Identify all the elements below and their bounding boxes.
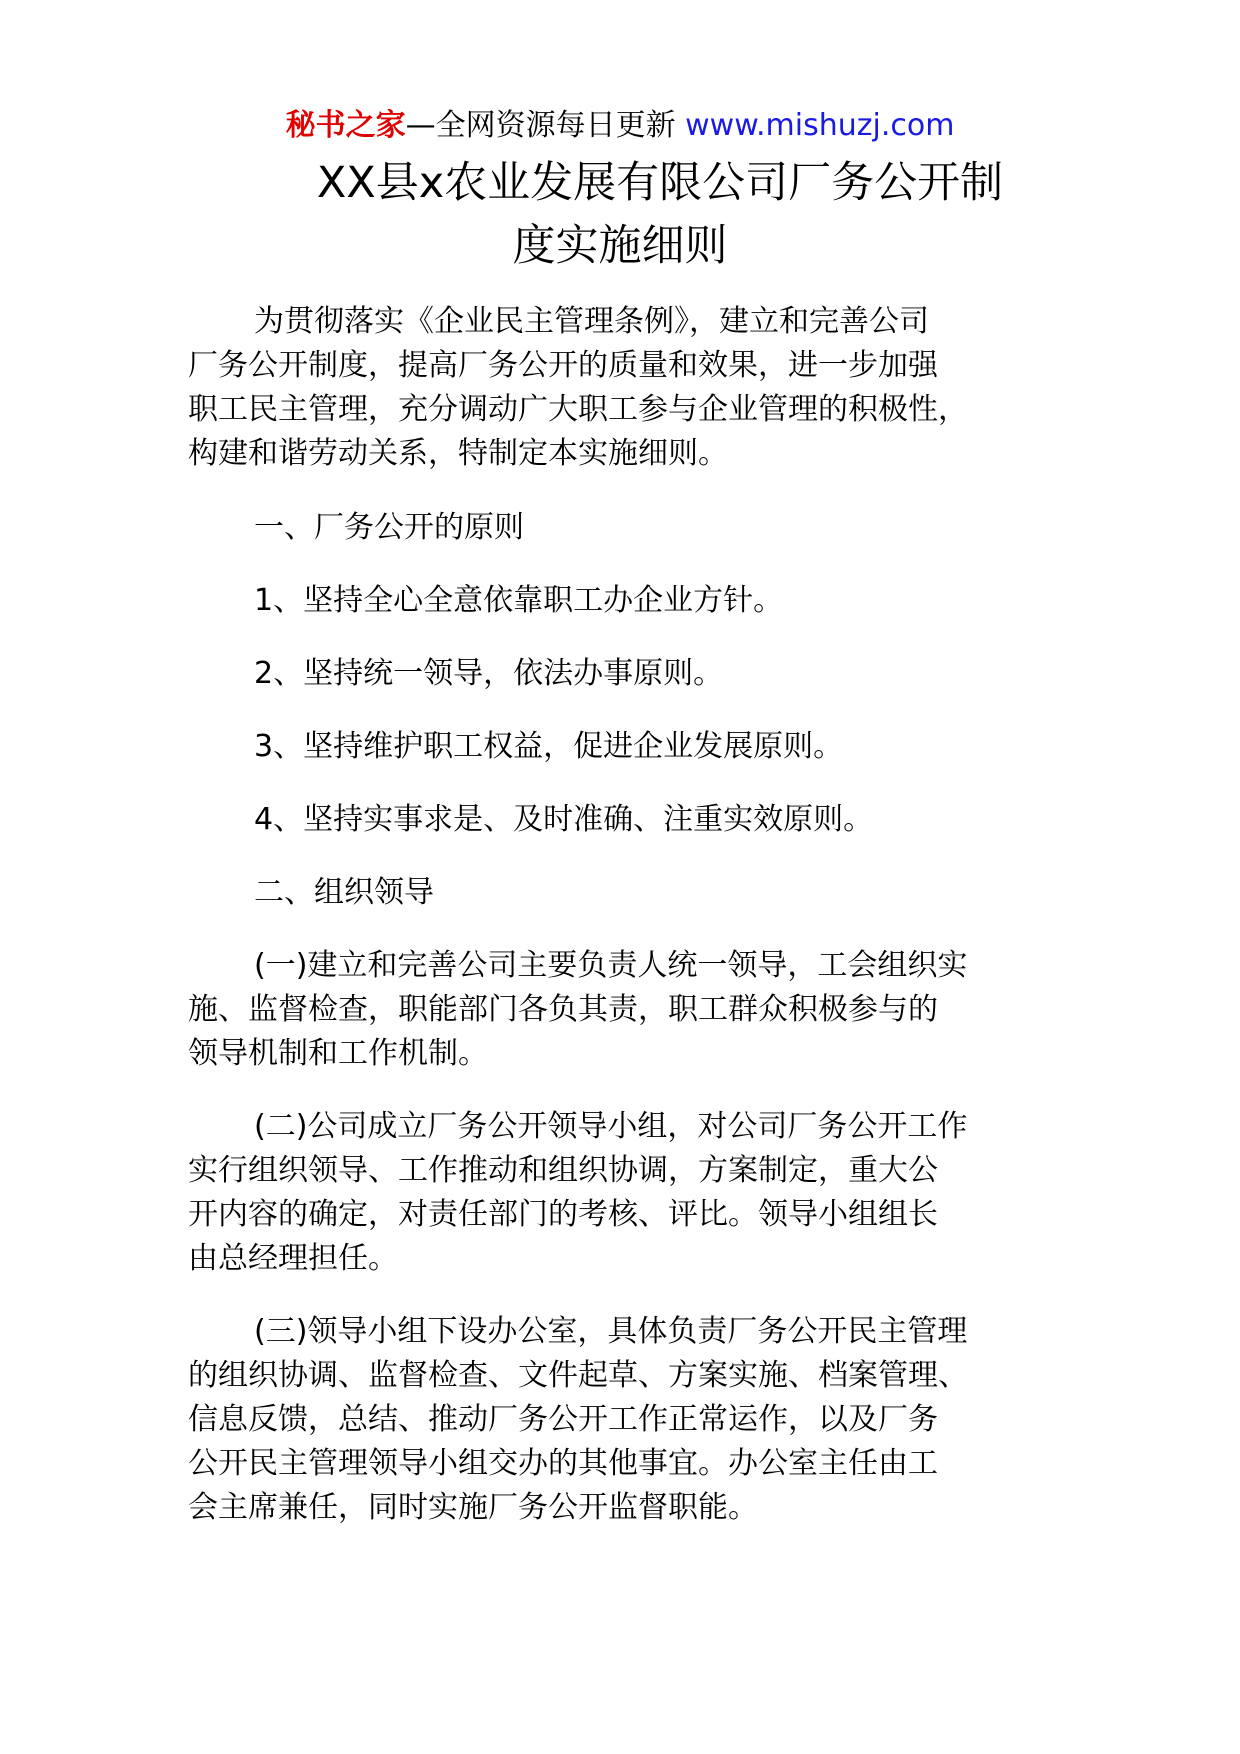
section-heading-principles: 一、厂务公开的原则 (254, 510, 524, 545)
site-header-banner (0, 104, 1240, 148)
paragraph-line: 会主席兼任，同时实施厂务公开监督职能。 (188, 1490, 758, 1525)
paragraph-line: 为贯彻落实《企业民主管理条例》，建立和完善公司 (254, 304, 929, 339)
document-body (188, 300, 1058, 1530)
intro-paragraph (188, 300, 1058, 476)
paragraph-line: 领导机制和工作机制。 (188, 1036, 488, 1071)
organization-paragraph-1 (188, 944, 1058, 1076)
principle-item: 2、坚持统一领导，依法办事原则。 (254, 656, 724, 691)
paragraph-line: 信息反馈，总结、推动厂务公开工作正常运作，以及厂务 (188, 1402, 938, 1437)
site-url-link[interactable]: www.mishuzj.com (685, 108, 955, 143)
site-tagline: —全网资源每日更新 (405, 108, 686, 143)
principle-item: 4、坚持实事求是、及时准确、注重实效原则。 (254, 802, 874, 837)
paragraph-line: 的组织协调、监督检查、文件起草、方案实施、档案管理、 (188, 1358, 968, 1393)
paragraph-line: 职工民主管理，充分调动广大职工参与企业管理的积极性， (188, 392, 968, 427)
paragraph-line: (二)公司成立厂务公开领导小组，对公司厂务公开工作 (254, 1109, 968, 1144)
paragraph-line: (三)领导小组下设办公室，具体负责厂务公开民主管理 (254, 1314, 968, 1349)
document-title (0, 152, 1240, 278)
principle-item: 1、坚持全心全意依靠职工办企业方针。 (254, 583, 784, 618)
paragraph-line: 实行组织领导、工作推动和组织协调，方案制定，重大公 (188, 1153, 938, 1188)
paragraph-line: 厂务公开制度，提高厂务公开的质量和效果，进一步加强 (188, 348, 938, 383)
organization-paragraph-2 (188, 1105, 1058, 1281)
paragraph-line: (一)建立和完善公司主要负责人统一领导，工会组织实 (254, 948, 968, 983)
paragraph-line: 施、监督检查，职能部门各负其责，职工群众积极参与的 (188, 992, 938, 1027)
organization-paragraph-3 (188, 1310, 1058, 1530)
paragraph-line: 公开民主管理领导小组交办的其他事宜。办公室主任由工 (188, 1446, 938, 1481)
title-line-1: XX县x农业发展有限公司厂务公开制 (316, 158, 1004, 208)
paragraph-line: 开内容的确定，对责任部门的考核、评比。领导小组组长 (188, 1197, 938, 1232)
site-brand: 秘书之家 (285, 108, 406, 143)
title-line-2: 度实施细则 (512, 221, 728, 271)
paragraph-line: 由总经理担任。 (188, 1241, 398, 1276)
principle-item: 3、坚持维护职工权益，促进企业发展原则。 (254, 729, 844, 764)
section-heading-organization: 二、组织领导 (254, 875, 434, 910)
paragraph-line: 构建和谐劳动关系，特制定本实施细则。 (188, 436, 728, 471)
